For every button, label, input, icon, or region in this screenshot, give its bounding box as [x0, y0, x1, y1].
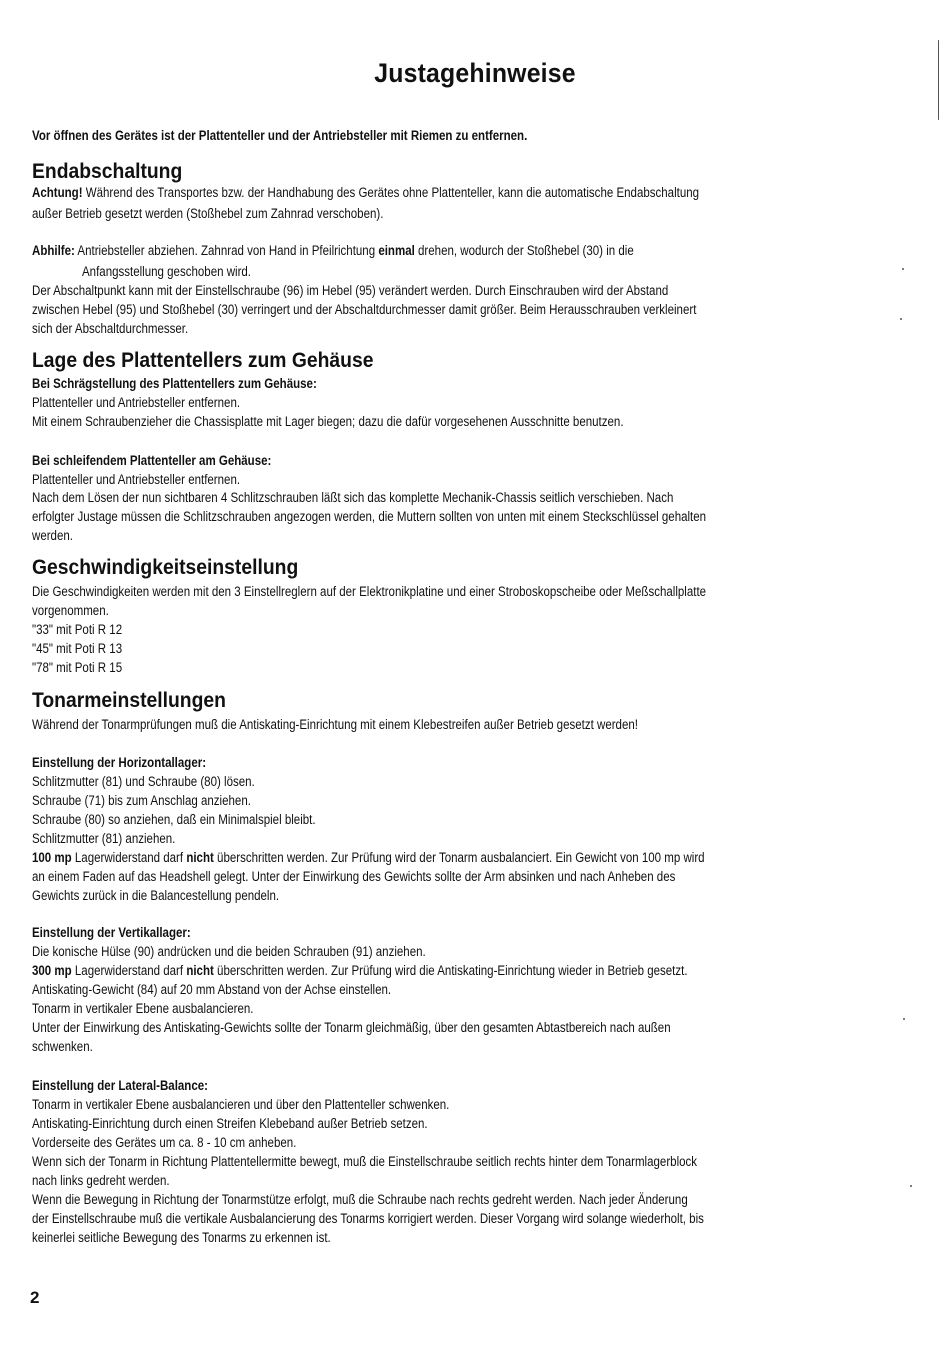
geschwindigkeit-line-2: vorgenommen. — [32, 603, 109, 618]
vertikal-heading: Einstellung der Vertikallager: — [32, 925, 191, 940]
achtung-line-2: außer Betrieb gesetzt werden (Stoßhebel zum Zahnrad verschoben). — [32, 206, 384, 221]
speed-45: "45" mit Poti R 13 — [32, 641, 123, 656]
lage-sub1-line-1: Plattenteller und Antriebsteller entfernen. — [32, 395, 241, 410]
lage-sub2-heading: Bei schleifendem Plattenteller am Gehäuse: — [32, 453, 272, 468]
lateral-line-8: keinerlei seitliche Bewegung des Tonarms zu erkennen ist. — [32, 1230, 331, 1245]
scan-speck — [903, 1018, 905, 1020]
heading-tonarm: Tonarmeinstellungen — [32, 689, 226, 712]
lateral-line-4: Wenn sich der Tonarm in Richtung Plattentellermitte bewegt, muß die Einstellschraube seitlich rechts hinter dem Tonarmlagerblock — [32, 1154, 698, 1169]
lateral-line-3: Vorderseite des Gerätes um ca. 8 - 10 cm anheben. — [32, 1135, 297, 1150]
endabschaltung-line-3: Der Abschaltpunkt kann mit der Einstellschraube (96) im Hebel (95) verändert werden. Durch Einschrauben wird der Abstand — [32, 283, 669, 298]
scan-speck — [900, 318, 902, 320]
lage-sub1-line-2: Mit einem Schraubenzieher die Chassisplatte mit Lager biegen; dazu die dafür vorgesehenen Ausschnitte benutzen. — [32, 414, 624, 429]
horizontal-line-3: Schraube (80) so anziehen, daß ein Minimalspiel bleibt. — [32, 812, 316, 827]
vertikal-mp-line — [32, 961, 688, 980]
abhilfe-line-1 — [32, 241, 634, 260]
vertikal-mp-bold: 300 mp — [32, 963, 72, 978]
horizontal-mp-text-a: Lagerwiderstand darf — [74, 850, 184, 865]
achtung-line-1 — [32, 183, 699, 202]
intro-text: Vor öffnen des Gerätes ist der Plattenteller und der Antriebsteller mit Riemen zu entfernen. — [32, 128, 528, 143]
horizontal-mp-line — [32, 848, 705, 867]
abhilfe-text-b: drehen, wodurch der Stoßhebel (30) in die — [418, 243, 634, 258]
abhilfe-text-a: Antriebsteller abziehen. Zahnrad von Hand in Pfeilrichtung — [77, 243, 376, 258]
scan-edge-mark — [938, 40, 939, 120]
vertikal-mp-text-a: Lagerwiderstand darf — [74, 963, 184, 978]
lage-sub2-line-2: Nach dem Lösen der nun sichtbaren 4 Schlitzschrauben läßt sich das komplette Mechanik-Chassis seitlich verschieben. Nach — [32, 490, 674, 505]
abhilfe-bold: einmal — [378, 243, 415, 258]
achtung-text: Während des Transportes bzw. der Handhabung des Gerätes ohne Plattenteller, kann die automatische Endabschaltung — [85, 185, 700, 200]
geschwindigkeit-line-1: Die Geschwindigkeiten werden mit den 3 Einstellreglern auf der Elektronikplatine und einer Stroboskopscheibe oder Meßschallplatte — [32, 584, 707, 599]
lateral-heading: Einstellung der Lateral-Balance: — [32, 1078, 208, 1093]
achtung-label: Achtung! — [32, 185, 83, 200]
lage-sub2-line-3: erfolgter Justage müssen die Schlitzschrauben angezogen werden, die Muttern sollten von unten mit einem Steckschlüssel gehalten — [32, 509, 707, 524]
lage-sub2-line-4: werden. — [32, 528, 73, 543]
heading-endabschaltung: Endabschaltung — [32, 160, 183, 183]
horizontal-mp-nicht: nicht — [186, 850, 214, 865]
lage-sub1-heading: Bei Schrägstellung des Plattentellers zum Gehäuse: — [32, 376, 317, 391]
endabschaltung-line-5: sich der Abschaltdurchmesser. — [32, 321, 189, 336]
lateral-line-7: der Einstellschraube muß die vertikale Ausbalancierung des Tonarms korrigiert werden. Dieser Vorgang wird solange wiederholt, bis — [32, 1211, 704, 1226]
lateral-line-1: Tonarm in vertikaler Ebene ausbalancieren und über den Plattenteller schwenken. — [32, 1097, 450, 1112]
horizontal-line-1: Schlitzmutter (81) und Schraube (80) lösen. — [32, 774, 255, 789]
heading-geschwindigkeit: Geschwindigkeitseinstellung — [32, 556, 299, 579]
heading-lage: Lage des Plattentellers zum Gehäuse — [32, 349, 374, 372]
vertikal-mp-nicht: nicht — [186, 963, 214, 978]
endabschaltung-line-4: zwischen Hebel (95) und Stoßhebel (30) verringert und der Abschaltdurchmesser damit größer. Beim Herausschrauben verkleinert — [32, 302, 697, 317]
vertikal-line-1: Die konische Hülse (90) andrücken und die beiden Schrauben (91) anziehen. — [32, 944, 426, 959]
vertikal-line-4: Tonarm in vertikaler Ebene ausbalancieren. — [32, 1001, 254, 1016]
vertikal-line-6: schwenken. — [32, 1039, 93, 1054]
horizontal-line-c: Gewichts zurück in die Balancestellung pendeln. — [32, 888, 280, 903]
speed-33: "33" mit Poti R 12 — [32, 622, 123, 637]
tonarm-intro: Während der Tonarmprüfungen muß die Antiskating-Einrichtung mit einem Klebestreifen außer Betrieb gesetzt werden! — [32, 717, 638, 732]
horizontal-line-b: an einem Faden auf das Headshell gelegt. Unter der Einwirkung des Gewichts sollte der Arm absinken und nach Anheben des — [32, 869, 676, 884]
vertikal-line-5: Unter der Einwirkung des Antiskating-Gewichts sollte der Tonarm gleichmäßig, über den gesamten Abtastbereich nach außen — [32, 1020, 671, 1035]
lateral-line-6: Wenn die Bewegung in Richtung der Tonarmstütze erfolgt, muß die Schraube nach rechts gedreht werden. Nach jeder Änderung — [32, 1192, 688, 1207]
horizontal-line-4: Schlitzmutter (81) anziehen. — [32, 831, 176, 846]
lateral-line-5: nach links gedreht werden. — [32, 1173, 170, 1188]
page-title: Justagehinweise — [374, 58, 576, 88]
scan-speck — [910, 1185, 912, 1187]
speed-78: "78" mit Poti R 15 — [32, 660, 123, 675]
abhilfe-line-2: Anfangsstellung geschoben wird. — [82, 264, 252, 279]
vertikal-line-3: Antiskating-Gewicht (84) auf 20 mm Abstand von der Achse einstellen. — [32, 982, 392, 997]
page-number: 2 — [30, 1288, 40, 1307]
scan-speck — [902, 268, 904, 270]
vertikal-mp-text-b: überschritten werden. Zur Prüfung wird die Antiskating-Einrichtung wieder in Betrieb gesetzt. — [217, 963, 688, 978]
horizontal-line-2: Schraube (71) bis zum Anschlag anziehen. — [32, 793, 251, 808]
horizontal-mp-text-b: überschritten werden. Zur Prüfung wird der Tonarm ausbalanciert. Ein Gewicht von 100 mp wird — [217, 850, 705, 865]
lateral-line-2: Antiskating-Einrichtung durch einen Streifen Klebeband außer Betrieb setzen. — [32, 1116, 428, 1131]
abhilfe-label: Abhilfe: — [32, 243, 75, 258]
horizontal-heading: Einstellung der Horizontallager: — [32, 755, 207, 770]
horizontal-mp-bold: 100 mp — [32, 850, 72, 865]
lage-sub2-line-1: Plattenteller und Antriebsteller entfernen. — [32, 472, 241, 487]
